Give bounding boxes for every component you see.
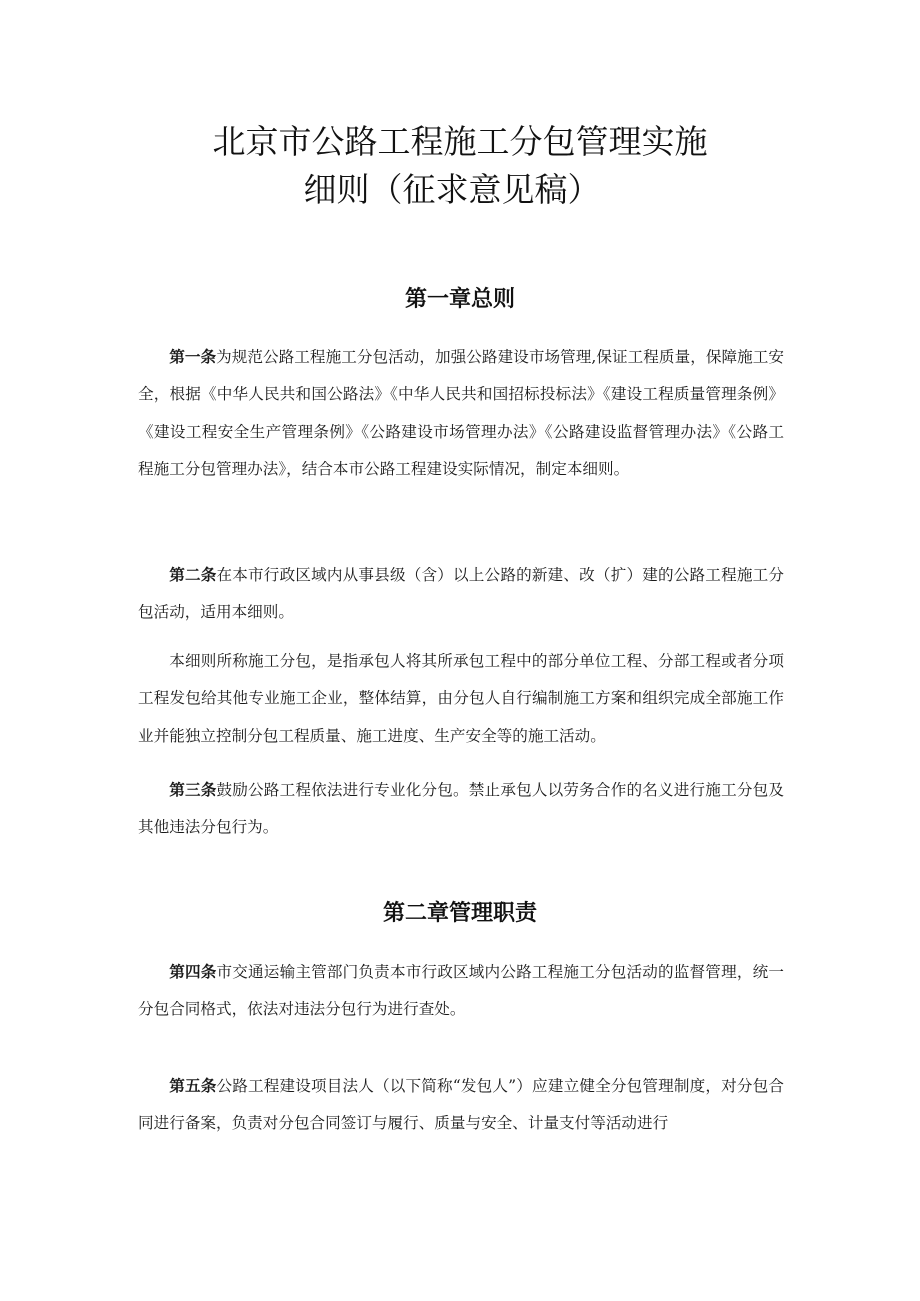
article-text: 在本市行政区域内从事县级（含）以上公路的新建、改（扩）建的公路工程施工分包活动，适用本细则。 [138, 566, 784, 622]
document-title-line-2: 细则（征求意见稿） [303, 170, 601, 209]
chapter-heading: 第一章总则 [404, 287, 515, 312]
article-text: 公路工程建设项目法人（以下简称“发包人”）应建立健全分包管理制度，对分包合同进行备案，负责对分包合同签订与履行、质量与安全、计量支付等活动进行 [138, 1077, 784, 1133]
article-number: 第二条 [169, 566, 217, 584]
article-paragraph [138, 1068, 784, 1143]
article-number: 第五条 [169, 1077, 217, 1095]
paragraph-text: 本细则所称施工分包，是指承包人将其所承包工程中的部分单位工程、分部工程或者分项工程发包给其他专业施工企业，整体结算，由分包人自行编制施工方案和组织完成全部施工作业并能独立控制分包工程质量、施工进度、生产安全等的施工活动。 [138, 652, 784, 745]
article-number: 第一条 [169, 348, 217, 366]
chapter-heading: 第二章管理职责 [382, 901, 537, 926]
article-text: 为规范公路工程施工分包活动，加强公路建设市场管理,保证工程质量，保障施工安全，根据《中华人民共和国公路法》《中华人民共和国招标投标法》《建设工程质量管理条例》《建设工程安全生产管理条例》《公路建设市场管理办法》《公路建设监督管理办法》《公路工程施工分包管理办法》，结合本市公路工程建设实际情况，制定本细则。 [138, 348, 784, 478]
article-text: 鼓励公路工程依法进行专业化分包。禁止承包人以劳务合作的名义进行施工分包及其他违法分包行为。 [138, 781, 784, 837]
article-paragraph [138, 339, 784, 488]
document-title-line-1: 北京市公路工程施工分包管理实施 [212, 122, 708, 161]
body-paragraph [138, 643, 784, 755]
article-number: 第四条 [169, 963, 217, 981]
article-text: 市交通运输主管部门负责本市行政区域内公路工程施工分包活动的监督管理，统一分包合同格式，依法对违法分包行为进行查处。 [138, 963, 784, 1019]
article-paragraph [138, 557, 784, 632]
article-paragraph [138, 772, 784, 847]
article-number: 第三条 [169, 781, 217, 799]
article-paragraph [138, 954, 784, 1029]
